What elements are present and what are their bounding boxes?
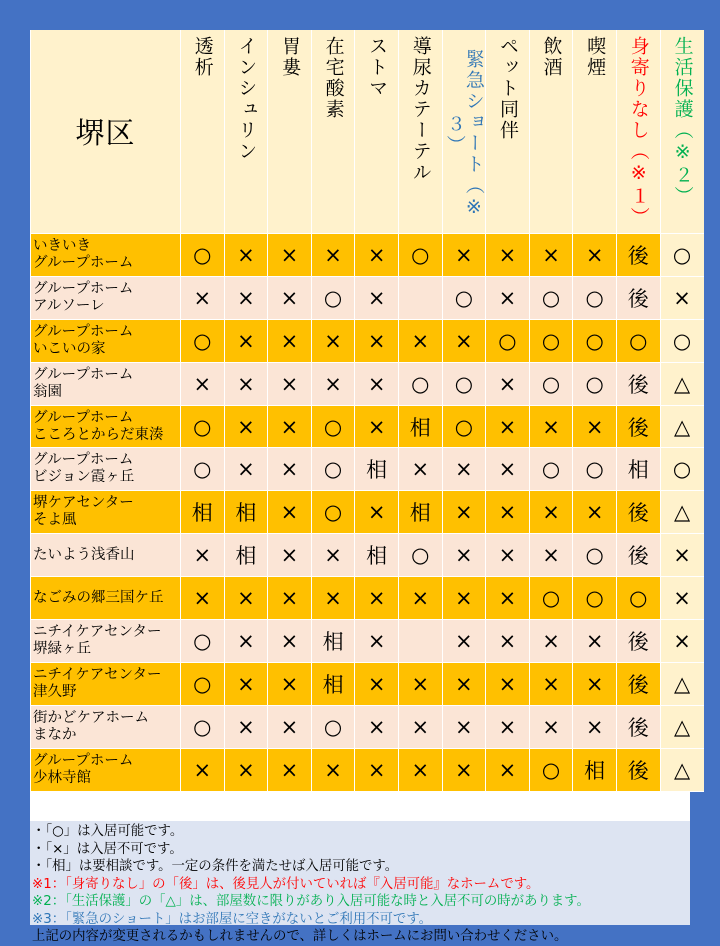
status-cell: × [181,748,225,791]
status-cell: 後 [616,276,660,319]
facility-name [31,662,181,705]
status-cell: 相 [398,491,442,534]
status-cell: ○ [398,534,442,577]
facility-name-line: ビジョン霞ヶ丘 [33,469,135,486]
column-header [529,30,573,234]
status-cell: × [224,577,268,620]
status-cell: ○ [529,362,573,405]
column-header [311,30,355,234]
status-cell: × [529,491,573,534]
column-label: ストマ [366,36,389,99]
status-cell: × [398,705,442,748]
facility-name-line: グループホーム [33,280,134,297]
facility-name-line: いこいの家 [33,340,106,357]
facility-table [30,30,704,792]
table-row [31,705,704,748]
facility-name [31,577,181,620]
status-cell: × [529,662,573,705]
status-cell: 後 [616,748,660,791]
facility-name-line: たいよう浅香山 [33,546,135,563]
column-header [398,30,442,234]
status-cell: ○ [311,705,355,748]
status-cell: ○ [181,234,225,277]
status-cell: × [486,405,530,448]
status-cell: × [311,319,355,362]
status-cell: ○ [181,319,225,362]
status-cell: 後 [616,491,660,534]
column-label: 身寄りなし（※１） [627,36,650,228]
status-cell: △ [660,491,704,534]
facility-name [31,748,181,791]
status-cell: × [224,448,268,491]
status-cell: × [268,405,312,448]
status-cell: × [224,405,268,448]
status-cell: ○ [616,577,660,620]
status-cell: × [355,662,399,705]
status-cell: × [486,276,530,319]
status-cell: × [268,748,312,791]
header-row [31,30,704,234]
status-cell: × [529,234,573,277]
status-cell: × [529,620,573,663]
column-header [486,30,530,234]
facility-name [31,448,181,491]
status-cell: × [398,662,442,705]
facility-name-line: アルソーレ [33,297,105,314]
facility-name-line: グループホーム [33,323,134,340]
status-cell: ○ [660,448,704,491]
column-label: 喫煙 [584,36,607,78]
table-row [31,234,704,277]
status-cell: ○ [442,405,486,448]
status-cell: × [268,234,312,277]
status-cell: ○ [573,362,617,405]
status-cell: ○ [616,319,660,362]
status-cell: × [181,534,225,577]
status-cell: ○ [181,448,225,491]
status-cell: × [311,234,355,277]
status-cell: ○ [573,276,617,319]
status-cell [398,620,442,663]
status-cell: × [573,705,617,748]
status-cell: 相 [311,662,355,705]
status-cell: 相 [181,491,225,534]
status-cell: × [529,405,573,448]
status-cell: × [268,491,312,534]
notes-panel [30,821,690,944]
facility-name [31,276,181,319]
status-cell: × [224,319,268,362]
status-cell: × [442,662,486,705]
status-cell: ○ [181,662,225,705]
status-cell: 後 [616,405,660,448]
status-cell: ○ [181,620,225,663]
status-cell: × [486,748,530,791]
status-cell: × [486,362,530,405]
note-line: ・「○」は入居可能です。 [32,824,184,839]
status-cell: △ [660,362,704,405]
table-row [31,405,704,448]
status-cell: × [442,234,486,277]
column-label: 透析 [191,36,214,78]
status-cell: 相 [224,491,268,534]
status-cell: × [268,620,312,663]
facility-name [31,534,181,577]
status-cell: ○ [442,276,486,319]
facility-name-line: 少林寺館 [33,769,91,786]
status-cell: × [398,577,442,620]
status-cell: × [224,748,268,791]
status-cell: × [442,319,486,362]
status-cell: △ [660,748,704,791]
status-cell: × [268,276,312,319]
status-cell: × [398,748,442,791]
column-label: 胃婁 [278,36,301,78]
column-label: ペット同伴 [496,36,519,141]
table-row [31,491,704,534]
column-header [442,30,486,234]
table-row [31,577,704,620]
status-cell: ○ [311,405,355,448]
status-cell: × [311,748,355,791]
status-cell: × [486,620,530,663]
table-row [31,534,704,577]
status-cell: ○ [573,577,617,620]
status-cell: × [181,276,225,319]
status-cell: × [660,577,704,620]
column-label: 導尿カテーテル [409,36,432,183]
status-cell: 後 [616,534,660,577]
status-cell: △ [660,662,704,705]
facility-name [31,234,181,277]
status-cell: × [486,705,530,748]
status-cell: × [268,705,312,748]
column-header [224,30,268,234]
status-cell: × [355,620,399,663]
facility-table-card [30,30,694,944]
status-cell: 相 [311,620,355,663]
column-header [660,30,704,234]
status-cell: ○ [529,319,573,362]
table-row [31,276,704,319]
status-cell: × [268,362,312,405]
status-cell: × [224,620,268,663]
status-cell: × [268,319,312,362]
status-cell: × [660,620,704,663]
status-cell: ○ [311,448,355,491]
status-cell: × [355,748,399,791]
facility-name [31,319,181,362]
status-cell: × [224,276,268,319]
facility-name-line: グループホーム [33,409,134,426]
table-row [31,620,704,663]
status-cell: × [486,577,530,620]
status-cell: × [486,234,530,277]
facility-name-line: グループホーム [33,752,134,769]
status-cell: × [442,748,486,791]
status-cell: × [268,534,312,577]
status-cell: × [573,491,617,534]
table-row [31,362,704,405]
status-cell: × [529,705,573,748]
note-line: ※3：「緊急のショート」はお部屋に空きがないとご利用不可です。 [32,911,433,927]
status-cell: 後 [616,620,660,663]
facility-name-line: グループホーム [33,254,134,271]
column-header [268,30,312,234]
facility-name-line: そよ風 [33,512,77,529]
facility-name-line: 堺緑ヶ丘 [33,640,91,657]
status-cell: 相 [224,534,268,577]
status-cell: ○ [486,319,530,362]
status-cell: 後 [616,705,660,748]
status-cell: × [355,319,399,362]
status-cell: △ [660,405,704,448]
facility-name-line: 津久野 [33,683,77,700]
facility-name-line: ニチイケアセンター [33,623,162,640]
status-cell: × [486,534,530,577]
status-cell: × [355,577,399,620]
facility-name-line: グループホーム [33,452,134,469]
facility-name-line: 翁園 [33,383,62,400]
status-cell: × [355,234,399,277]
facility-name-line: ニチイケアセンター [33,666,162,683]
status-cell: × [355,491,399,534]
status-cell: △ [660,705,704,748]
status-cell: ○ [181,705,225,748]
status-cell: × [486,448,530,491]
status-cell: × [573,234,617,277]
status-cell: 相 [616,448,660,491]
status-cell: 後 [616,234,660,277]
status-cell: × [573,620,617,663]
status-cell: × [442,577,486,620]
facility-name-line: なごみの郷三国ケ丘 [33,589,164,606]
column-label: 飲酒 [540,36,563,78]
table-row [31,748,704,791]
table-body [31,234,704,792]
status-cell: ○ [529,448,573,491]
status-cell: 相 [573,748,617,791]
status-cell: × [486,491,530,534]
column-label: 生活保護（※２） [671,36,694,207]
status-cell: × [660,534,704,577]
status-cell: ○ [573,448,617,491]
status-cell: × [398,319,442,362]
status-cell: × [311,577,355,620]
status-cell: × [355,362,399,405]
status-cell: 後 [616,662,660,705]
note-line: ※1：「身寄りなし」の「後」は、後見人が付いていれば『入居可能』なホームです。 [32,876,540,892]
facility-name [31,620,181,663]
status-cell: × [398,448,442,491]
status-cell: × [268,448,312,491]
status-cell: × [486,662,530,705]
status-cell: ○ [529,748,573,791]
status-cell: 相 [355,534,399,577]
status-cell: ○ [573,534,617,577]
status-cell: ○ [573,319,617,362]
status-cell: × [442,448,486,491]
status-cell: × [442,491,486,534]
facility-name-line: いきいき [33,237,91,254]
note-line: ・「×」は入居不可です。 [32,841,183,857]
status-cell [398,276,442,319]
status-cell: × [355,276,399,319]
status-cell: ○ [529,276,573,319]
status-cell: × [181,362,225,405]
facility-name-line: グループホーム [33,366,134,383]
facility-name-line: 堺ケアセンター [33,495,134,512]
area-header [31,30,181,234]
status-cell: ○ [529,577,573,620]
status-cell: × [181,577,225,620]
status-cell: × [442,534,486,577]
status-cell: ○ [398,234,442,277]
status-cell: 相 [398,405,442,448]
status-cell: × [660,276,704,319]
facility-name [31,705,181,748]
status-cell: × [224,362,268,405]
status-cell: × [355,705,399,748]
status-cell: × [529,534,573,577]
status-cell: × [573,662,617,705]
column-label: 緊急ショート（※３） [443,49,485,220]
facility-name-line: こころとからだ東湊 [33,426,164,443]
facility-name [31,405,181,448]
status-cell: ○ [660,234,704,277]
status-cell: ○ [181,405,225,448]
facility-name-line: まなか [33,726,77,743]
status-cell: 相 [355,448,399,491]
area-title: 堺区 [75,116,136,150]
column-header [355,30,399,234]
status-cell: × [573,405,617,448]
status-cell: × [442,705,486,748]
column-header [181,30,225,234]
table-row [31,319,704,362]
status-cell: ○ [398,362,442,405]
column-header [616,30,660,234]
status-cell: 後 [616,362,660,405]
facility-name [31,362,181,405]
note-line: ・「相」は要相談です。一定の条件を満たせば入居可能です。 [32,859,399,874]
facility-name-line: 街かどケアホーム [33,709,149,726]
status-cell: × [224,705,268,748]
status-cell: × [311,362,355,405]
facility-name [31,491,181,534]
table-row [31,662,704,705]
table-row [31,448,704,491]
status-cell: ○ [311,276,355,319]
status-cell: ○ [311,491,355,534]
status-cell: × [355,405,399,448]
status-cell: × [224,662,268,705]
status-cell: ○ [442,362,486,405]
status-cell: × [224,234,268,277]
status-cell: × [442,620,486,663]
column-label: インシュリン [235,36,258,162]
status-cell: ○ [660,319,704,362]
status-cell: × [311,534,355,577]
status-cell: × [268,662,312,705]
note-line: 上記の内容が変更されるかもしれませんので、詳しくはホームにお問い合わせください。 [32,929,568,944]
column-label: 在宅酸素 [322,36,345,120]
status-cell: × [268,577,312,620]
column-header [573,30,617,234]
note-line: ※2：「生活保護」の「△」は、部屋数に限りがあり入居可能な時と入居不可の時があります。 [32,894,590,909]
